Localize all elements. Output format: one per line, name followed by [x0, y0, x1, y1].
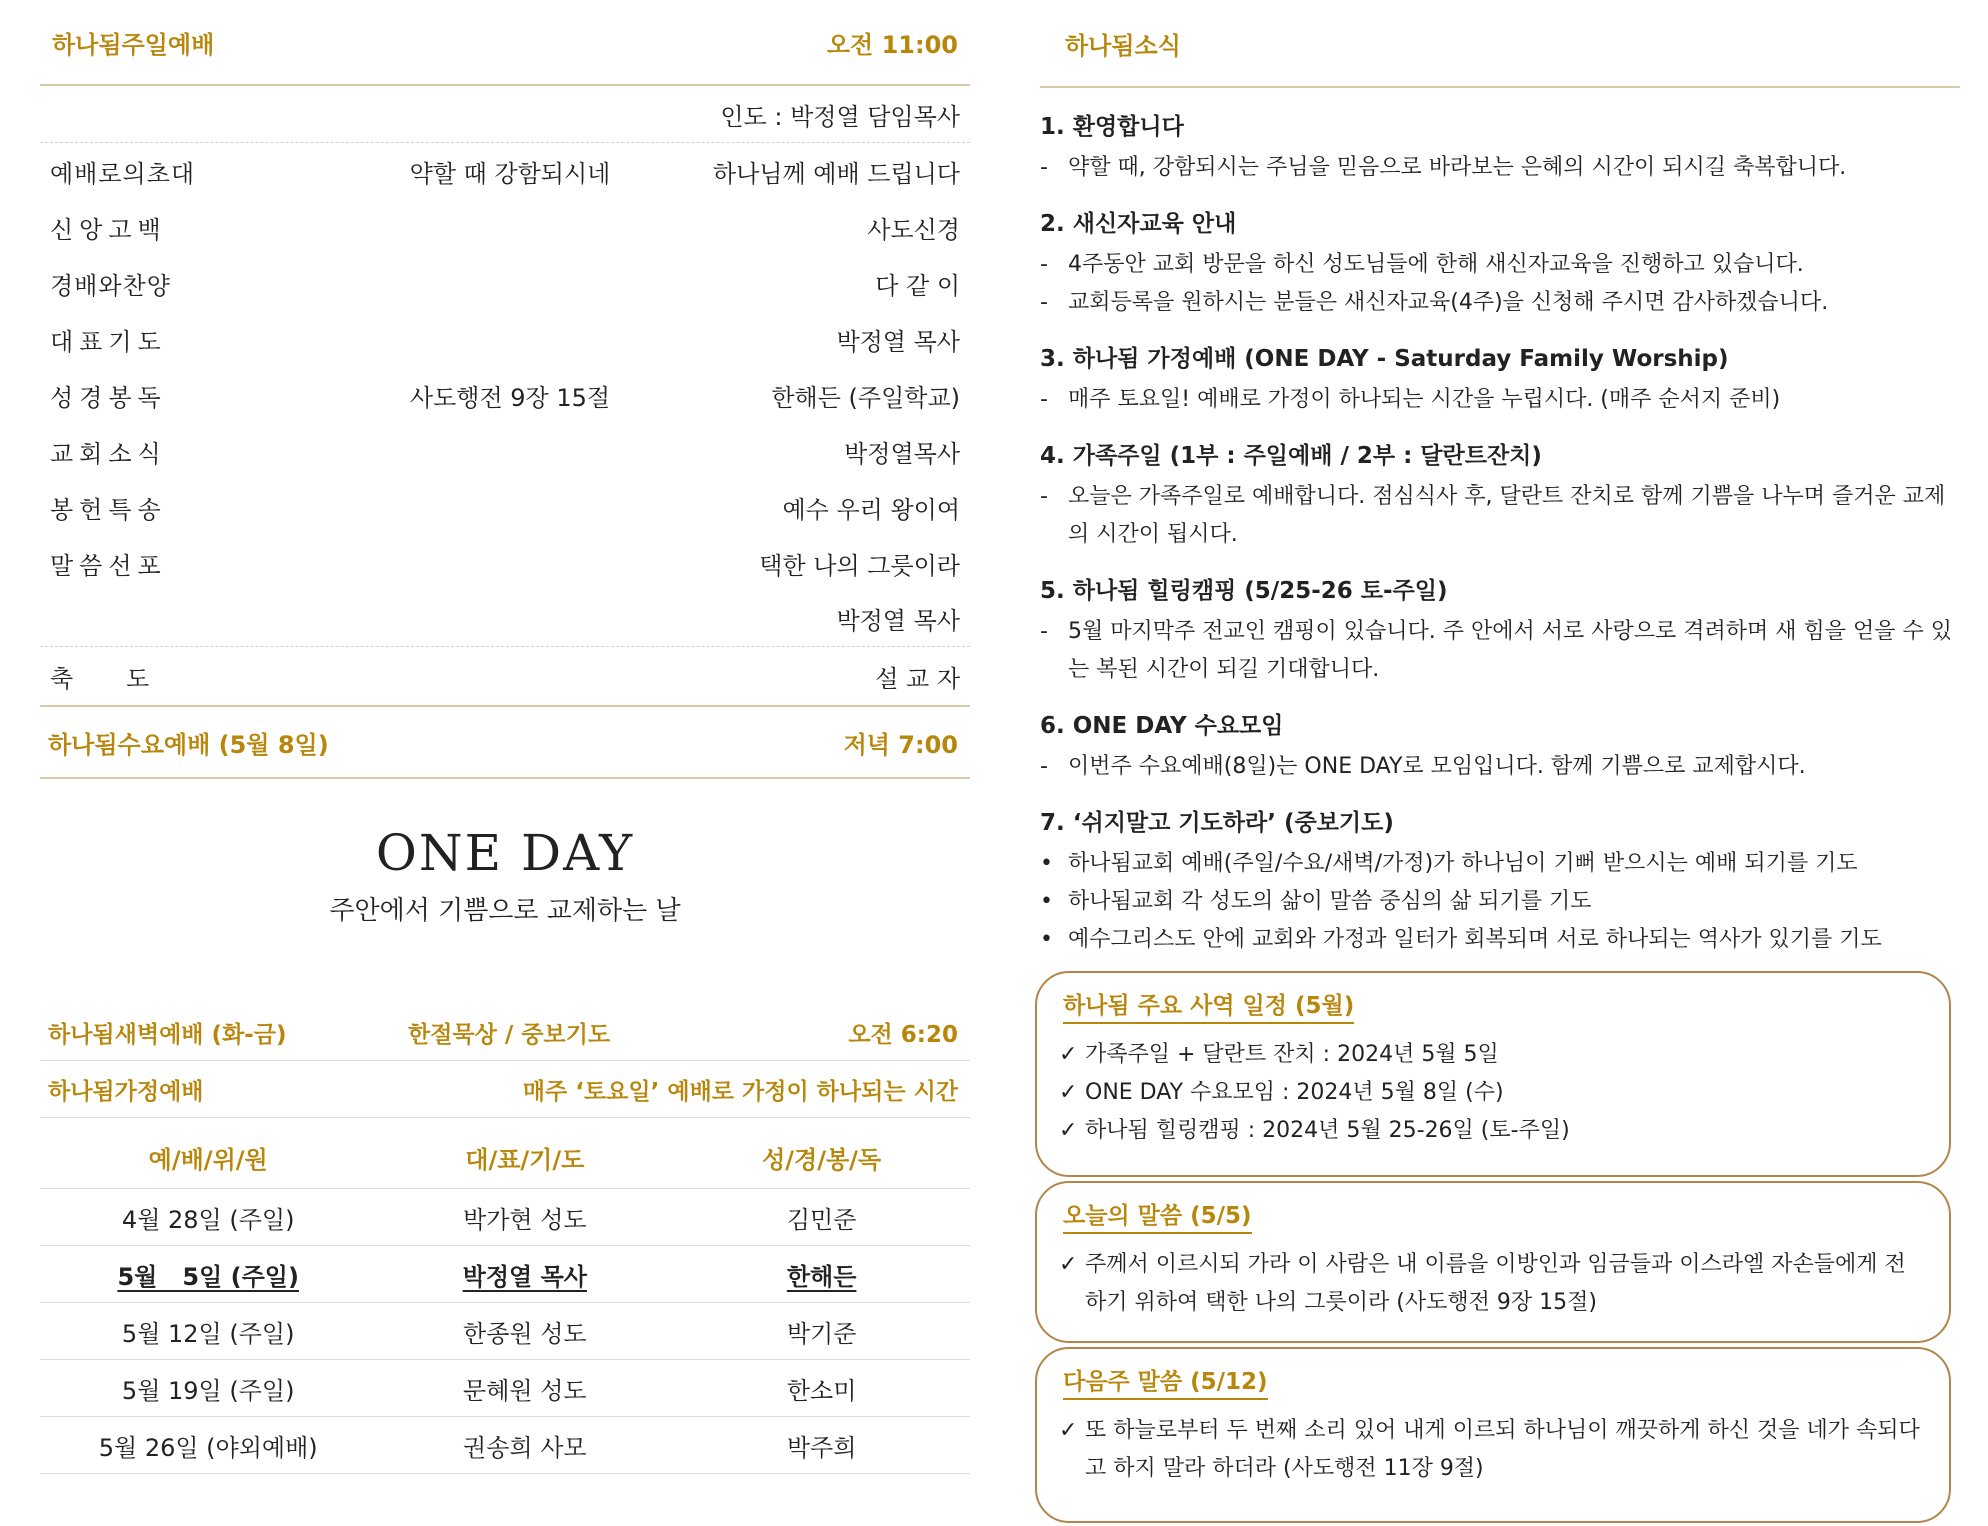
- benediction-label: 축 도: [50, 664, 151, 693]
- duty-date: 5월 12일 (주일): [121, 1319, 295, 1348]
- order-item: 성경봉독: [50, 383, 167, 412]
- order-item: 신앙고백: [50, 215, 167, 244]
- order-row: [40, 591, 970, 647]
- next-verse-box: [1035, 1347, 1951, 1523]
- dash-icon: -: [1040, 252, 1048, 277]
- oneday-title: ONE DAY: [375, 824, 635, 882]
- list-item: - 5월 마지막주 전교인 캠핑이 있습니다. 주 안에서 서로 사랑으로 격려하며 새 힘을 얻을 수 있는 복된 시간이 되길 기대합니다.: [1040, 613, 1960, 689]
- order-right: 다 같 이: [875, 271, 960, 300]
- box-title: 오늘의 말씀 (5/5): [1063, 1197, 1252, 1234]
- order-right: 박정열 목사: [836, 327, 960, 356]
- list-item: ✓ 또 하늘로부터 두 번째 소리 있어 내게 이르되 하나님이 깨끗하게 하신 것을 네가 속되다고 하지 말라 하더라 (사도행전 11장 9절): [1059, 1412, 1923, 1488]
- order-row: [40, 423, 970, 479]
- list-item: - 약할 때, 강함되시는 주님을 믿음으로 바라보는 은혜의 시간이 되시길 축복합니다.: [1040, 149, 1960, 187]
- check-icon: ✓: [1059, 1252, 1078, 1277]
- check-icon: ✓: [1059, 1118, 1078, 1143]
- news-item: [1040, 437, 1960, 554]
- list-item: ✓ 주께서 이르시되 가라 이 사람은 내 이름을 이방인과 임금들과 이스라엘 자손들에게 전하기 위하여 택한 나의 그릇이라 (사도행전 9장 15절): [1059, 1246, 1923, 1322]
- order-item: 경배와찬양: [50, 271, 171, 300]
- order-item: 대표기도: [50, 327, 167, 356]
- table-row-current: [40, 1246, 970, 1303]
- right-column: [1040, 0, 1960, 1523]
- benediction-row: [40, 647, 970, 707]
- news-item-title: 2. 새신자교육 안내: [1040, 211, 1237, 237]
- table-row: [40, 1303, 970, 1360]
- list-item: - 오늘은 가족주일로 예배합니다. 점심식사 후, 달란트 잔치로 함께 기쁨을 나누며 즐거운 교제의 시간이 됩시다.: [1040, 478, 1960, 554]
- order-right: 예수 우리 왕이여: [782, 495, 960, 524]
- sunday-time: 오전 11:00: [826, 30, 958, 59]
- news-item: [1040, 108, 1960, 187]
- list-item: - 교회등록을 원하시는 분들은 새신자교육(4주)을 신청해 주시면 감사하겠습니다.: [1040, 284, 1960, 322]
- news-item: [1040, 804, 1960, 959]
- duty-prayer: 한종원 성도: [463, 1319, 587, 1348]
- news-item-title: 3. 하나됨 가정예배 (ONE DAY - Saturday Family Worship): [1040, 346, 1729, 372]
- sunday-title: 하나됨주일예배: [52, 30, 215, 59]
- box-title: 하나됨 주요 사역 일정 (5월): [1063, 987, 1354, 1024]
- family-title: 하나됨가정예배: [48, 1078, 204, 1105]
- duty-date: 5월 5일 (주일): [117, 1262, 299, 1291]
- table-row: [40, 1360, 970, 1417]
- order-right: 택한 나의 그릇이라: [759, 551, 960, 580]
- dawn-mid: 한절묵상 / 중보기도: [408, 1021, 611, 1048]
- news-item-title: 7. ‘쉬지말고 기도하라’ (중보기도): [1040, 810, 1394, 836]
- order-mid: 약할 때 강함되시네: [409, 159, 611, 188]
- order-row: [40, 367, 970, 423]
- duty-reading: 김민준: [786, 1205, 857, 1234]
- dawn-header: [40, 1004, 970, 1061]
- duty-header-reading: 성/경/봉/독: [762, 1145, 882, 1174]
- order-row: [40, 535, 970, 591]
- duty-reading: 한해든: [786, 1262, 857, 1291]
- benediction-right: 설 교 자: [875, 664, 960, 693]
- wednesday-time: 저녁 7:00: [843, 730, 958, 759]
- duty-header-worship: 예/배/위/원: [148, 1145, 268, 1174]
- news-item-title: 5. 하나됨 힐링캠핑 (5/25-26 토-주일): [1040, 578, 1448, 604]
- duty-prayer: 박정열 목사: [462, 1262, 587, 1291]
- order-right: 하나님께 예배 드립니다: [712, 159, 960, 188]
- dawn-title: 하나됨새벽예배 (화-금): [48, 1021, 287, 1048]
- duty-reading: 박주희: [786, 1433, 857, 1462]
- news-item-title: 4. 가족주일 (1부 : 주일예배 / 2부 : 달란트잔치): [1040, 443, 1542, 469]
- order-right: 박정열목사: [844, 439, 960, 468]
- today-verse-box: [1035, 1181, 1951, 1343]
- news-title: 하나됨소식: [1065, 31, 1181, 60]
- check-icon: ✓: [1059, 1042, 1078, 1067]
- order-mid: 사도행전 9장 15절: [409, 383, 611, 412]
- wednesday-header: [40, 707, 970, 779]
- leader-text: 인도 : 박정열 담임목사: [720, 102, 960, 131]
- dash-icon: -: [1040, 387, 1048, 412]
- order-row: [40, 479, 970, 535]
- list-item: • 하나됨교회 각 성도의 삶이 말씀 중심의 삶 되기를 기도: [1040, 883, 1960, 921]
- news-item: [1040, 205, 1960, 322]
- duty-date: 4월 28일 (주일): [121, 1205, 295, 1234]
- order-item: 봉헌특송: [50, 495, 167, 524]
- news-item: [1040, 572, 1960, 689]
- list-item: • 하나됨교회 예배(주일/수요/새벽/가정)가 하나님이 기뻐 받으시는 예배 되기를 기도: [1040, 845, 1960, 883]
- bullet-icon: •: [1040, 851, 1053, 876]
- family-desc: 매주 ‘토요일’ 예배로 가정이 하나되는 시간: [522, 1078, 958, 1105]
- bullet-icon: •: [1040, 927, 1053, 952]
- order-right: 박정열 목사: [836, 607, 960, 635]
- table-row: [40, 1417, 970, 1474]
- order-row: [40, 255, 970, 311]
- dash-icon: -: [1040, 484, 1048, 509]
- order-item: 말씀선포: [50, 551, 167, 580]
- sunday-header: [40, 0, 970, 86]
- duty-prayer: 문혜원 성도: [463, 1376, 587, 1405]
- dash-icon: -: [1040, 754, 1048, 779]
- dawn-time: 오전 6:20: [848, 1021, 958, 1048]
- dash-icon: -: [1040, 619, 1048, 644]
- list-item: ✓ ONE DAY 수요모임 : 2024년 5월 8일 (수): [1059, 1074, 1923, 1112]
- order-item: 교회소식: [50, 439, 167, 468]
- dash-icon: -: [1040, 290, 1048, 315]
- table-row: [40, 1189, 970, 1246]
- schedule-box: [1035, 971, 1951, 1177]
- box-title: 다음주 말씀 (5/12): [1063, 1363, 1268, 1400]
- bullet-icon: •: [1040, 889, 1053, 914]
- dash-icon: -: [1040, 155, 1048, 180]
- order-right: 사도신경: [867, 215, 960, 244]
- news-item-title: 1. 환영합니다: [1040, 114, 1184, 140]
- oneday-subtitle: 주안에서 기쁨으로 교제하는 날: [329, 896, 681, 926]
- worship-order-list: [40, 143, 970, 707]
- duty-reading: 한소미: [786, 1376, 857, 1405]
- list-item: - 매주 토요일! 예배로 가정이 하나되는 시간을 누립시다. (매주 순서지 준비): [1040, 381, 1960, 419]
- family-header: [40, 1061, 970, 1118]
- duty-prayer: 권송희 사모: [463, 1433, 587, 1462]
- order-item: 예배로의초대: [50, 159, 196, 188]
- news-header: [1040, 0, 1960, 88]
- duty-table: [40, 1126, 970, 1474]
- duty-header-row: [40, 1126, 970, 1189]
- check-icon: ✓: [1059, 1080, 1078, 1105]
- oneday-section: [40, 779, 970, 1004]
- list-item: - 이번주 수요예배(8일)는 ONE DAY로 모임입니다. 함께 기쁨으로 교제합시다.: [1040, 748, 1960, 786]
- duty-date: 5월 26일 (야외예배): [98, 1433, 318, 1462]
- list-item: ✓ 하나됨 힐링캠핑 : 2024년 5월 25-26일 (토-주일): [1059, 1112, 1923, 1150]
- news-item: [1040, 707, 1960, 786]
- order-right: 한해든 (주일학교): [771, 383, 960, 412]
- left-column: [40, 0, 970, 1474]
- news-item-title: 6. ONE DAY 수요모임: [1040, 713, 1284, 739]
- duty-header-prayer: 대/표/기/도: [465, 1145, 585, 1174]
- news-item: [1040, 340, 1960, 419]
- news-list: [1040, 88, 1960, 959]
- list-item: ✓ 가족주일 + 달란트 잔치 : 2024년 5월 5일: [1059, 1036, 1923, 1074]
- duty-prayer: 박가현 성도: [463, 1205, 587, 1234]
- check-icon: ✓: [1059, 1418, 1078, 1443]
- leader-row: [40, 86, 970, 143]
- order-row: [40, 199, 970, 255]
- duty-reading: 박기준: [786, 1319, 857, 1348]
- order-row: [40, 143, 970, 199]
- order-row: [40, 311, 970, 367]
- list-item: - 4주동안 교회 방문을 하신 성도님들에 한해 새신자교육을 진행하고 있습니다.: [1040, 246, 1960, 284]
- duty-date: 5월 19일 (주일): [121, 1376, 295, 1405]
- list-item: • 예수그리스도 안에 교회와 가정과 일터가 회복되며 서로 하나되는 역사가 있기를 기도: [1040, 921, 1960, 959]
- wednesday-title: 하나됨수요예배 (5월 8일): [48, 730, 329, 759]
